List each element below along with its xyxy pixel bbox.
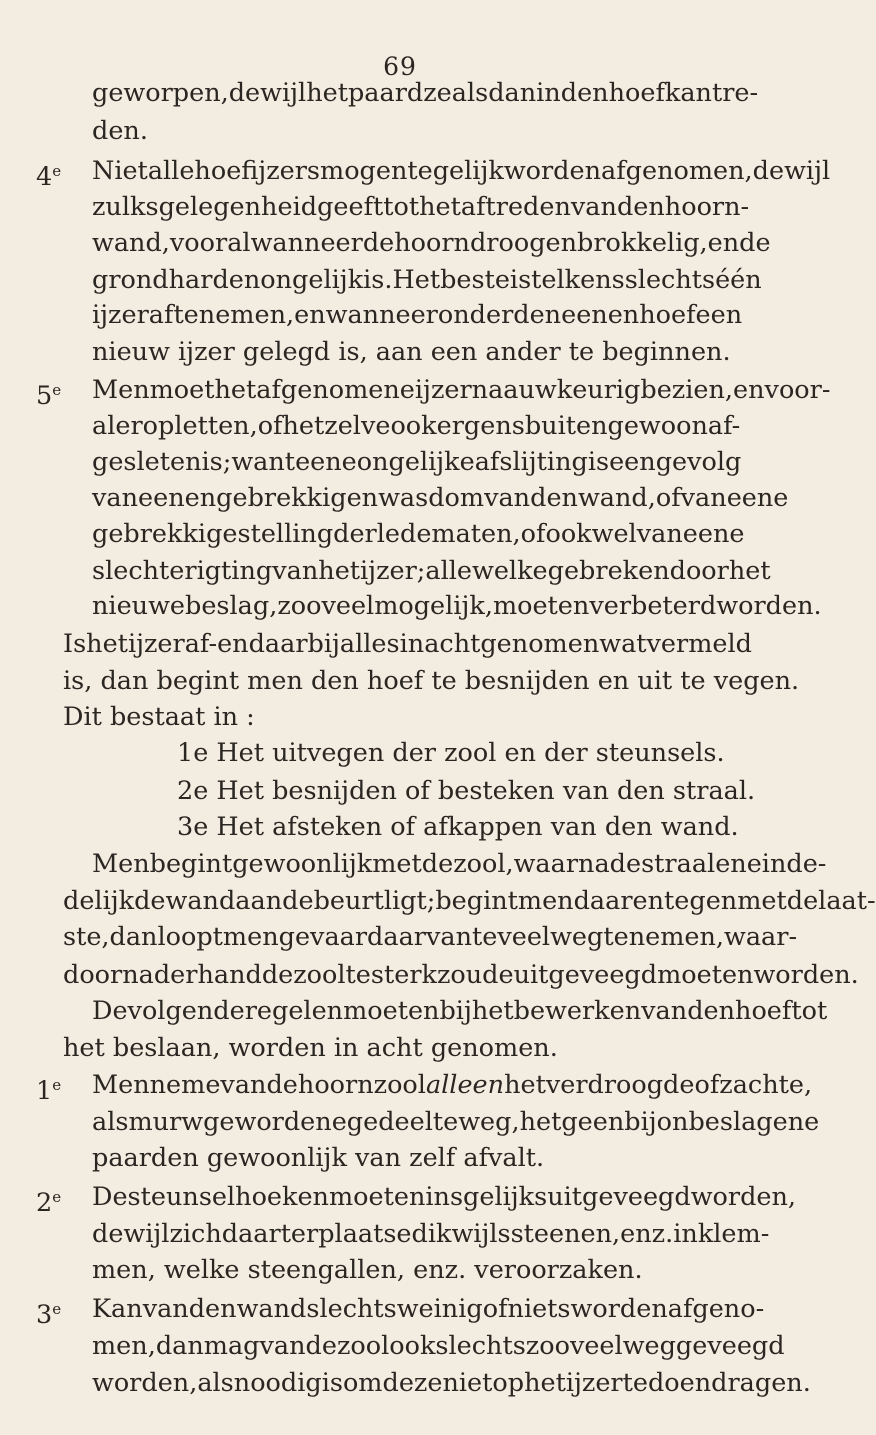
line-text: geworpen, dewijl het paard ze alsdan in den hoef kan tre- <box>92 78 759 108</box>
text-line <box>0 922 800 952</box>
text-line <box>0 1255 800 1285</box>
line-text: slechte rigting van het ijzer; alle welke gebreken door het <box>92 556 771 586</box>
text-line <box>0 738 800 768</box>
text-line <box>0 265 800 295</box>
line-text: Kan van den wand slechts weinig of niets worden afgeno- <box>92 1294 765 1324</box>
line-text: De volgende regelen moeten bij het bewerken van den hoef tot <box>92 996 828 1026</box>
text-line <box>0 411 800 441</box>
text-line <box>0 300 800 330</box>
line-text: Is het ijzer af- en daarbij alles in acht genomen wat vermeld <box>63 629 752 659</box>
text-line <box>0 776 800 806</box>
item-number: 5e <box>36 381 62 411</box>
text-line <box>0 1107 820 1137</box>
line-text: Men begint gewoonlijk met de zool, waarna de straal en einde- <box>92 849 827 879</box>
line-text: men, welke steengallen, enz. veroorzaken. <box>92 1255 643 1285</box>
text-line <box>0 849 827 879</box>
line-text: De steunselhoeken moeten insgelijks uitgeveegd worden, <box>92 1182 797 1212</box>
text-line <box>0 666 800 696</box>
text-line <box>0 375 831 411</box>
line-text: paarden gewoonlijk van zelf afvalt. <box>92 1143 545 1173</box>
text-line <box>0 1182 800 1218</box>
text-line <box>0 1143 800 1173</box>
text-line <box>0 192 800 222</box>
text-line <box>0 156 831 192</box>
line-text: door naderhand de zool te sterk zoude uitgeveegd moeten worden. <box>63 960 859 990</box>
page-number: 69 <box>383 52 417 81</box>
text-line <box>0 1070 813 1106</box>
line-text: ste, dan loopt men gevaar daarvan te veel weg te nemen, waar- <box>63 922 798 952</box>
text-line <box>0 337 800 367</box>
text-line <box>0 228 800 258</box>
line-text: van eenen gebrekkigen wasdom van den wand, of van eene <box>92 483 789 513</box>
text-line <box>0 116 800 146</box>
line-text: delijk de wand aan de beurt ligt; begint men daarentegen met de laat- <box>63 886 876 916</box>
line-text: grond hard en ongelijk is. Het beste is telkens slechts één <box>92 265 762 295</box>
text-line <box>0 1331 800 1361</box>
text-line <box>0 1368 811 1398</box>
line-text: Men moet het afgenomene ijzer naauwkeurig bezien , en voor- <box>92 375 831 405</box>
line-text: men, dan mag van de zool ook slechts zoo veel weggeveegd <box>92 1331 785 1361</box>
line-text: gesleten is; want eene ongelijke afslijting is een gevolg <box>92 447 742 477</box>
text-line <box>0 1219 800 1249</box>
line-text: 2e Het besnijden of besteken van den straal. <box>177 776 756 806</box>
text-line <box>0 556 800 586</box>
line-text: nieuw ijzer gelegd is, aan een ander te beginnen. <box>92 337 731 367</box>
line-text: Men neme van de hoornzool alleen het verdroogde of zachte, <box>92 1070 813 1100</box>
line-text: Dit bestaat in : <box>63 702 255 732</box>
text-line <box>0 960 859 990</box>
text-line <box>0 629 800 659</box>
line-text: als murw gewordene gedeelte weg, hetgeen bij onbeslagene <box>92 1107 820 1137</box>
line-text: al er op letten, of hetzelve ook ergens buitengewoon af- <box>92 411 741 441</box>
line-text: nieuwe beslag, zoo veel mogelijk, moeten verbeterd worden. <box>92 591 822 621</box>
item-number: 4e <box>36 162 62 192</box>
text-line <box>0 702 800 732</box>
line-text: ijzer af te nemen, en wanneer onder den eenen hoef een <box>92 300 743 330</box>
line-text: Niet alle hoefijzers mogen tegelijk worden afgenomen, dewijl <box>92 156 831 186</box>
line-text: 1e Het uitvegen der zool en der steunsels. <box>177 738 725 768</box>
text-line <box>0 1033 800 1063</box>
line-text: worden, als noodig is om deze niet op het ijzer te doen dragen. <box>92 1368 811 1398</box>
item-number: 2e <box>36 1188 62 1218</box>
text-line <box>0 78 800 108</box>
text-line <box>0 447 800 477</box>
text-line <box>0 886 876 916</box>
line-text: den. <box>92 116 148 146</box>
item-number: 3e <box>36 1300 62 1330</box>
text-line <box>0 812 800 842</box>
text-line <box>0 483 800 513</box>
line-text: zulks gelegenheid geeft tot het aftreden van den hoorn- <box>92 192 750 222</box>
line-text: wand, vooral wanneer de hoorn droog en brokkelig, en de <box>92 228 771 258</box>
line-text: dewijl zich daar ter plaatse dikwijls steenen, enz. in klem- <box>92 1219 770 1249</box>
text-line <box>0 996 828 1026</box>
text-line <box>0 1294 800 1330</box>
line-text: het beslaan, worden in acht genomen. <box>63 1033 558 1063</box>
line-text: gebrekkige stelling der ledematen, of ook wel van eene <box>92 519 745 549</box>
line-text: is, dan begint men den hoef te besnijden en uit te vegen. <box>63 666 800 696</box>
text-line <box>0 519 800 549</box>
item-number: 1e <box>36 1076 62 1106</box>
line-text: 3e Het afsteken of afkappen van den wand. <box>177 812 739 842</box>
text-line <box>0 591 822 621</box>
